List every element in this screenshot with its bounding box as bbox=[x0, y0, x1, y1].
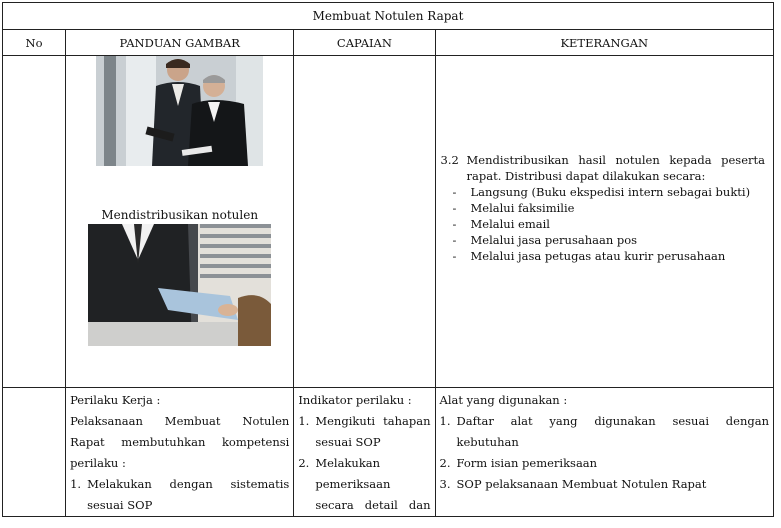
perilaku-kerja-cell: Perilaku Kerja : Pelaksanaan Membuat Notulen Rapat membutuhkan kompetensi perilaku : 1. Melakukan dengan sistematis sesuai SOP bbox=[66, 388, 294, 517]
list-item: - Melalui faksimilie bbox=[452, 201, 575, 215]
no-cell bbox=[3, 56, 66, 388]
capaian-cell bbox=[294, 56, 435, 388]
step-description: Mendistribusikan hasil notulen kepada peserta rapat. Distribusi dapat dilakukan secara: bbox=[466, 153, 765, 183]
distribution-methods-list bbox=[441, 184, 765, 264]
photo-businessmen-reading-notes bbox=[96, 56, 263, 166]
header-no: No bbox=[3, 30, 66, 56]
list-item: 1. Melakukan dengan sistematis sesuai SOP bbox=[70, 477, 290, 512]
header-capaian: CAPAIAN bbox=[294, 30, 435, 56]
header-panduan-gambar: PANDUAN GAMBAR bbox=[66, 30, 294, 56]
step-number: 3.2 bbox=[440, 153, 459, 167]
list-item: 1. Daftar alat yang digunakan sesuai dengan kebutuhan bbox=[439, 414, 769, 449]
photo-caption: Mendistribusikan notulen bbox=[101, 208, 259, 222]
perilaku-heading: Perilaku Kerja : bbox=[70, 393, 161, 407]
list-item: 1. Mengikuti tahapan sesuai SOP bbox=[298, 414, 431, 449]
indikator-perilaku-cell bbox=[294, 388, 435, 517]
list-item: - Melalui jasa perusahaan pos bbox=[452, 233, 638, 247]
panduan-gambar-cell bbox=[66, 56, 294, 388]
list-item: - Melalui jasa petugas atau kurir perusahaan bbox=[452, 249, 726, 263]
list-item: 2. Melakukan pemeriksaan secara detail dan bbox=[298, 456, 431, 512]
list-item: 2. Form isian pemeriksaan bbox=[439, 456, 598, 470]
header-keterangan: KETERANGAN bbox=[435, 30, 773, 56]
list-item: - Melalui email bbox=[452, 217, 550, 231]
alat-heading: Alat yang digunakan : bbox=[439, 393, 568, 407]
alat-cell bbox=[435, 388, 773, 517]
indikator-heading: Indikator perilaku : bbox=[298, 393, 412, 407]
list-item: - Langsung (Buku ekspedisi intern sebagai bukti) bbox=[452, 185, 751, 199]
keterangan-cell bbox=[435, 56, 773, 388]
no-cell-bottom bbox=[3, 388, 66, 517]
table-title: Membuat Notulen Rapat bbox=[3, 3, 774, 30]
list-item: 3. SOP pelaksanaan Membuat Notulen Rapat bbox=[439, 477, 707, 491]
sop-table bbox=[2, 2, 774, 517]
photo-handing-document bbox=[88, 224, 271, 346]
